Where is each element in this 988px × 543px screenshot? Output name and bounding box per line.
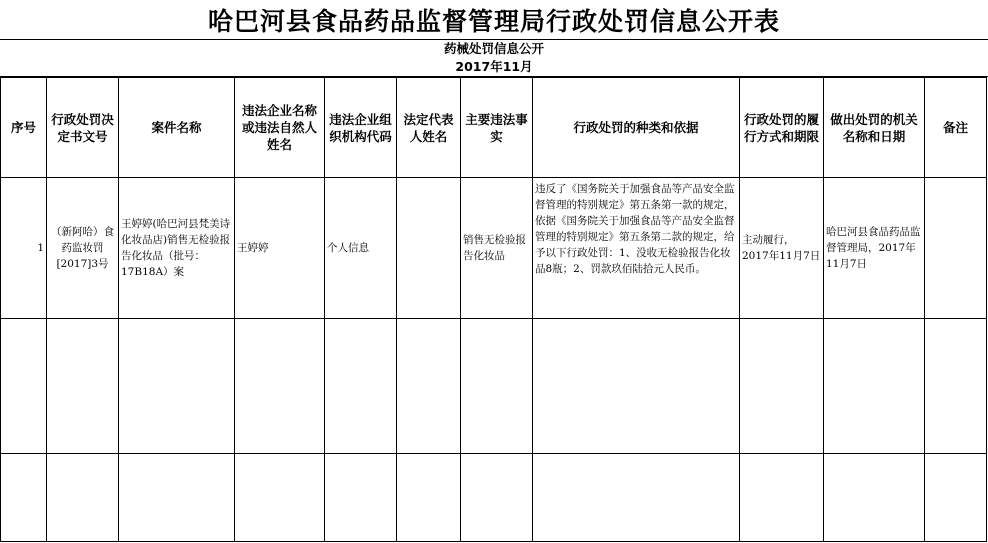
- col-header-basis: 行政处罚的种类和依据: [533, 78, 740, 178]
- page-title: 哈巴河县食品药品监督管理局行政处罚信息公开表: [207, 6, 780, 36]
- empty-cell: [533, 319, 740, 454]
- empty-cell: [119, 319, 235, 454]
- col-header-legal-rep: 法定代表人姓名: [397, 78, 461, 178]
- table-row: [1, 178, 987, 319]
- period-label: 2017年11月: [455, 59, 533, 74]
- empty-cell: [235, 319, 325, 454]
- col-header-doc-no: 行政处罚决定书文号: [47, 78, 119, 178]
- empty-cell: [397, 454, 461, 542]
- empty-cell: [397, 319, 461, 454]
- empty-cell: [119, 454, 235, 542]
- cell-legal-rep: [397, 178, 461, 319]
- penalty-table: [0, 77, 987, 542]
- empty-cell: [325, 454, 397, 542]
- cell-doc-no: （新阿哈）食药监妆罚[2017]3号: [47, 178, 119, 319]
- empty-cell: [925, 319, 987, 454]
- empty-cell: [325, 319, 397, 454]
- cell-remark: [925, 178, 987, 319]
- empty-cell: [925, 454, 987, 542]
- col-header-party: 违法企业名称或违法自然人姓名: [235, 78, 325, 178]
- empty-cell: [1, 319, 47, 454]
- cell-facts: 销售无检验报告化妆品: [461, 178, 533, 319]
- cell-org-code: 个人信息: [325, 178, 397, 319]
- table-row-empty: [1, 319, 987, 454]
- cell-basis: 违反了《国务院关于加强食品等产品安全监督管理的特别规定》第五条第一款的规定，依据《国务院关于加强食品等产品安全监督管理的特别规定》第五条第二款的规定，给予以下行政处罚：1、没收无检验报告化妆品8瓶；2、罚款玖佰陆拾元人民币。: [533, 178, 740, 319]
- empty-cell: [461, 454, 533, 542]
- empty-cell: [1, 454, 47, 542]
- cell-party: 王婷婷: [235, 178, 325, 319]
- table-header-row: [1, 78, 987, 178]
- empty-cell: [824, 454, 925, 542]
- col-header-authority: 做出处罚的机关名称和日期: [824, 78, 925, 178]
- col-header-execution: 行政处罚的履行方式和期限: [740, 78, 824, 178]
- col-header-case-name: 案件名称: [119, 78, 235, 178]
- empty-cell: [824, 319, 925, 454]
- cell-authority: 哈巴河县食品药品监督管理局，2017年11月7日: [824, 178, 925, 319]
- empty-cell: [740, 454, 824, 542]
- empty-cell: [533, 454, 740, 542]
- cell-execution: 主动履行，2017年11月7日: [740, 178, 824, 319]
- col-header-org-code: 违法企业组织机构代码: [325, 78, 397, 178]
- empty-cell: [47, 319, 119, 454]
- page-subtitle: 药械处罚信息公开: [443, 41, 544, 56]
- empty-cell: [235, 454, 325, 542]
- empty-cell: [461, 319, 533, 454]
- table-row-empty: [1, 454, 987, 542]
- col-header-remark: 备注: [925, 78, 987, 178]
- col-header-seq: 序号: [1, 78, 47, 178]
- cell-seq: 1: [1, 178, 47, 319]
- col-header-facts: 主要违法事实: [461, 78, 533, 178]
- cell-case-name: 王婷婷(哈巴河县梵美诗化妆品店)销售无检验报告化妆品（批号：17B18A）案: [119, 178, 235, 319]
- empty-cell: [47, 454, 119, 542]
- empty-cell: [740, 319, 824, 454]
